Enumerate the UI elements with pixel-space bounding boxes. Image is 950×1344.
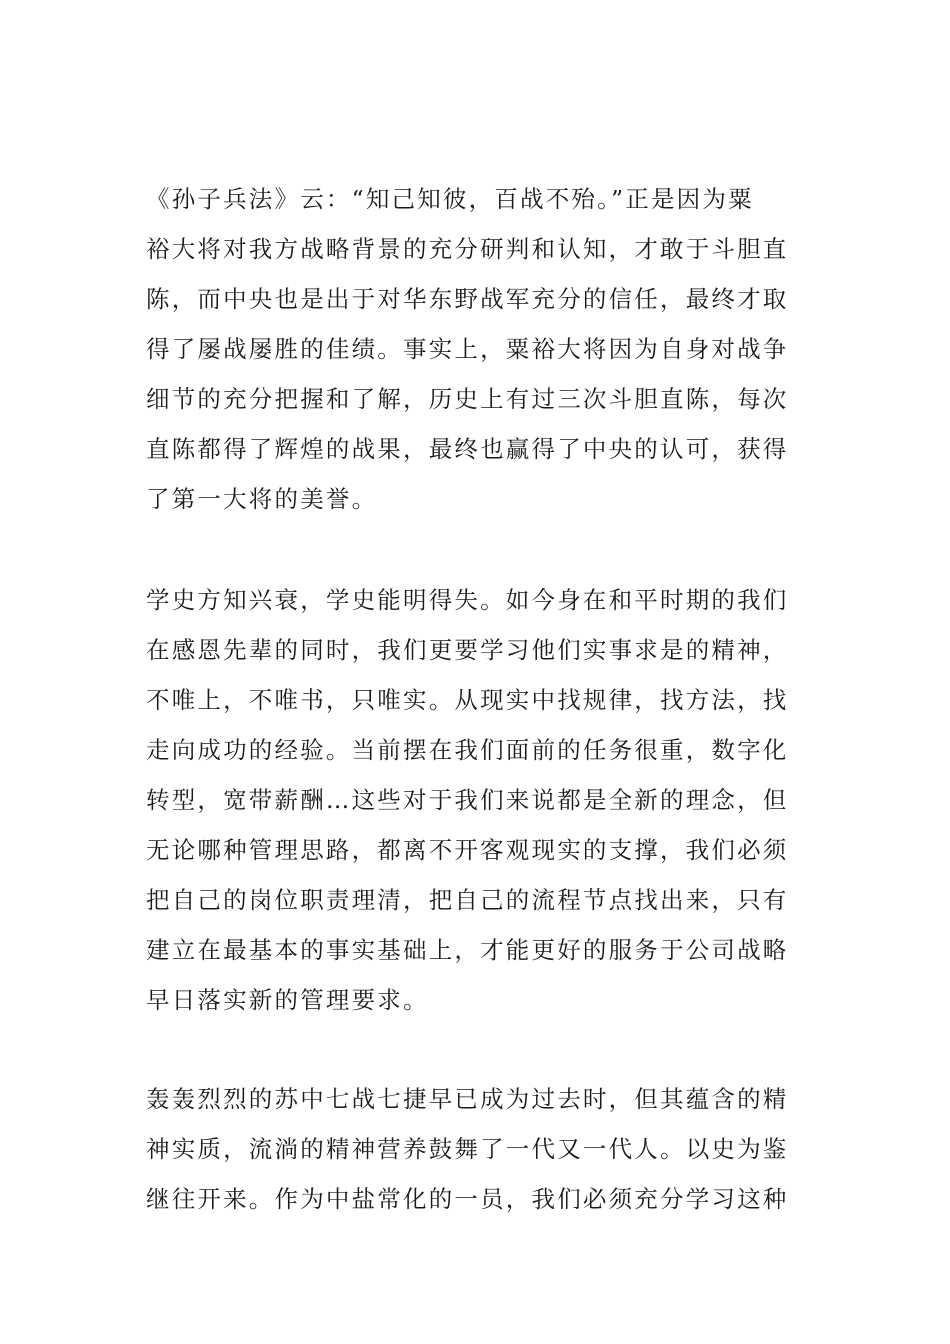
text-line: 直陈都得了辉煌的战果，最终也赢得了中央的认可，获得 [146, 435, 789, 463]
text-line: 转型，宽带薪酬…这些对于我们来说都是全新的理念，但 [146, 786, 789, 814]
text-line: 早日落实新的管理要求。 [146, 986, 429, 1014]
text-line: 轰轰烈烈的苏中七战七捷早已成为过去时，但其蕴含的精 [146, 1085, 789, 1113]
text-line: 得了屡战屡胜的佳绩。事实上，粟裕大将因为自身对战争 [146, 335, 789, 363]
text-line: 在感恩先辈的同时，我们更要学习他们实事求是的精神， [146, 636, 789, 664]
text-line: 走向成功的经验。当前摆在我们面前的任务很重，数字化 [146, 736, 789, 764]
text-line: 无论哪种管理思路，都离不开客观现实的支撑，我们必须 [146, 836, 789, 864]
text-line: 神实质，流淌的精神营养鼓舞了一代又一代人。以史为鉴 [146, 1135, 789, 1163]
text-line: 建立在最基本的事实基础上，才能更好的服务于公司战略 [146, 936, 789, 964]
text-line: 学史方知兴衰，学史能明得失。如今身在和平时期的我们 [146, 586, 789, 614]
paragraph-3 [146, 1074, 806, 1224]
text-line: 细节的充分把握和了解，历史上有过三次斗胆直陈，每次 [146, 385, 789, 413]
text-line: 继往开来。作为中盐常化的一员，我们必须充分学习这种 [146, 1185, 789, 1213]
paragraph-2 [146, 575, 806, 1025]
text-line: 陈，而中央也是出于对华东野战军充分的信任，最终才取 [146, 285, 789, 313]
text-line: 裕大将对我方战略背景的充分研判和认知，才敢于斗胆直 [146, 235, 789, 263]
paragraph-1 [146, 174, 806, 524]
text-line: 把自己的岗位职责理清，把自己的流程节点找出来，只有 [146, 886, 789, 914]
text-line: 不唯上，不唯书，只唯实。从现实中找规律，找方法，找 [146, 686, 789, 714]
text-line: 了第一大将的美誉。 [146, 485, 378, 513]
text-line: 《孙子兵法》云：“知己知彼，百战不殆。”正是因为粟 [146, 185, 754, 213]
